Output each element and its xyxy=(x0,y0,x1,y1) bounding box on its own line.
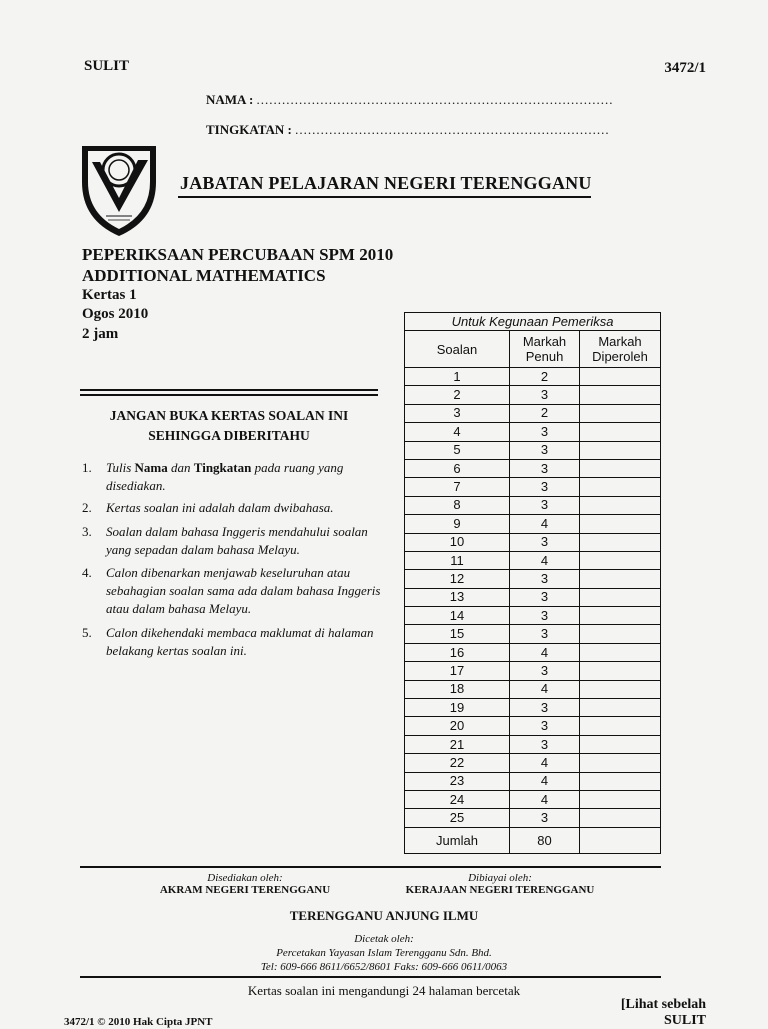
marks-obtained-cell[interactable] xyxy=(580,533,661,551)
marks-obtained-cell[interactable] xyxy=(580,570,661,588)
marks-obtained-cell[interactable] xyxy=(580,662,661,680)
marks-obtained-cell[interactable] xyxy=(580,717,661,735)
question-number: 7 xyxy=(405,478,510,496)
question-number: 9 xyxy=(405,515,510,533)
full-marks: 3 xyxy=(510,717,580,735)
table-row xyxy=(405,570,661,588)
question-number: 14 xyxy=(405,607,510,625)
header-full-marks: Markah Penuh xyxy=(510,331,580,368)
marks-obtained-cell[interactable] xyxy=(580,809,661,827)
full-marks: 3 xyxy=(510,607,580,625)
class-dotted-line: .......................................................................... xyxy=(295,122,610,137)
name-field xyxy=(206,92,614,108)
motto: TERENGGANU ANJUNG ILMU xyxy=(289,908,479,923)
marks-obtained-cell[interactable] xyxy=(580,386,661,404)
prepared-by-label: Disediakan oleh: xyxy=(207,872,283,884)
funded-by-value: KERAJAAN NEGERI TERENGGANU xyxy=(405,884,595,896)
marks-obtained-cell[interactable] xyxy=(580,551,661,569)
warning-line-1: JANGAN BUKA KERTAS SOALAN INI xyxy=(109,408,349,423)
exam-title: PEPERIKSAAN PERCUBAAN SPM 2010 xyxy=(82,245,394,264)
marks-obtained-cell[interactable] xyxy=(580,441,661,459)
warning-line-2: SEHINGGA DIBERITAHU xyxy=(148,428,310,443)
examiner-marks-table xyxy=(404,312,661,854)
marks-obtained-cell[interactable] xyxy=(580,459,661,477)
marks-obtained-cell[interactable] xyxy=(580,680,661,698)
marks-obtained-cell[interactable] xyxy=(580,588,661,606)
question-number: 13 xyxy=(405,588,510,606)
table-row xyxy=(405,588,661,606)
instruction-2 xyxy=(82,499,382,517)
department-name: JABATAN PELAJARAN NEGERI TERENGGANU xyxy=(180,173,592,193)
full-marks: 3 xyxy=(510,735,580,753)
full-marks: 3 xyxy=(510,570,580,588)
instruction-text-bold: Tingkatan xyxy=(193,460,252,475)
full-marks: 3 xyxy=(510,423,580,441)
department-logo xyxy=(78,142,160,238)
printer-contact: Tel: 609-666 8611/6652/8601 Faks: 609-666 0611/0063 xyxy=(260,961,508,973)
full-marks: 3 xyxy=(510,699,580,717)
full-marks: 3 xyxy=(510,588,580,606)
table-row xyxy=(405,625,661,643)
instruction-3 xyxy=(82,523,382,559)
full-marks: 3 xyxy=(510,459,580,477)
prepared-by-block xyxy=(130,872,360,896)
instruction-text: Calon dikehendaki membaca maklumat di halaman belakang kertas soalan ini. xyxy=(106,625,374,658)
full-marks: 3 xyxy=(510,809,580,827)
marks-obtained-cell[interactable] xyxy=(580,790,661,808)
table-row xyxy=(405,662,661,680)
table-row xyxy=(405,533,661,551)
prepared-by-value: AKRAM NEGERI TERENGGANU xyxy=(159,884,331,896)
table-row xyxy=(405,790,661,808)
question-number: 18 xyxy=(405,680,510,698)
instruction-number: 5. xyxy=(82,625,92,640)
table-row xyxy=(405,735,661,753)
table-row xyxy=(405,515,661,533)
classification-bottom: SULIT xyxy=(663,1013,706,1028)
full-marks: 4 xyxy=(510,551,580,569)
full-marks: 3 xyxy=(510,496,580,514)
question-number: 12 xyxy=(405,570,510,588)
question-number: 23 xyxy=(405,772,510,790)
table-header-row xyxy=(405,331,661,368)
full-marks: 2 xyxy=(510,404,580,422)
question-number: 11 xyxy=(405,551,510,569)
question-number: 15 xyxy=(405,625,510,643)
full-marks: 4 xyxy=(510,515,580,533)
table-row xyxy=(405,478,661,496)
funded-by-block xyxy=(380,872,620,896)
question-number: 2 xyxy=(405,386,510,404)
question-number: 6 xyxy=(405,459,510,477)
instruction-text: Calon dibenarkan menjawab keseluruhan atau sebahagian soalan sama ada dalam bahasa Inggeris atau dalam bahasa Melayu. xyxy=(106,565,381,616)
instruction-number: 1. xyxy=(82,460,92,475)
instruction-text: Kertas soalan ini adalah dalam dwibahasa. xyxy=(106,500,334,515)
table-row xyxy=(405,717,661,735)
paper-code: 3472/1 xyxy=(664,60,706,76)
exam-date: Ogos 2010 xyxy=(82,306,149,322)
full-marks: 4 xyxy=(510,772,580,790)
page-count-note: Kertas soalan ini mengandungi 24 halaman bercetak xyxy=(247,983,521,998)
table-row xyxy=(405,404,661,422)
total-obtained-cell[interactable] xyxy=(580,827,661,853)
question-number: 8 xyxy=(405,496,510,514)
marks-obtained-cell[interactable] xyxy=(580,515,661,533)
exam-paper: Kertas 1 xyxy=(82,287,137,303)
instruction-text: pada ruang yang disediakan. xyxy=(106,460,344,493)
full-marks: 3 xyxy=(510,441,580,459)
question-number: 22 xyxy=(405,754,510,772)
table-row xyxy=(405,459,661,477)
marks-obtained-cell[interactable] xyxy=(580,625,661,643)
marks-obtained-cell[interactable] xyxy=(580,478,661,496)
table-caption: Untuk Kegunaan Pemeriksa xyxy=(405,313,661,331)
funded-by-label: Dibiayai oleh: xyxy=(468,872,532,884)
bottom-paper-code: 3472/1 © 2010 Hak Cipta JPNT xyxy=(64,1016,213,1028)
full-marks: 4 xyxy=(510,643,580,661)
table-row xyxy=(405,772,661,790)
full-marks: 4 xyxy=(510,680,580,698)
exam-duration: 2 jam xyxy=(82,326,119,342)
marks-obtained-cell[interactable] xyxy=(580,699,661,717)
table-row xyxy=(405,754,661,772)
divider-top xyxy=(80,389,378,391)
question-number: 16 xyxy=(405,643,510,661)
header-question: Soalan xyxy=(405,331,510,368)
marks-obtained-cell[interactable] xyxy=(580,368,661,386)
class-field xyxy=(206,122,610,138)
total-row xyxy=(405,827,661,853)
marks-obtained-cell[interactable] xyxy=(580,754,661,772)
name-dotted-line: .................................................................................... xyxy=(256,92,614,107)
instruction-number: 4. xyxy=(82,565,92,580)
header-marks-obtained: Markah Diperoleh xyxy=(580,331,661,368)
question-number: 25 xyxy=(405,809,510,827)
marks-obtained-cell[interactable] xyxy=(580,772,661,790)
table-row xyxy=(405,386,661,404)
full-marks: 3 xyxy=(510,386,580,404)
department-underline xyxy=(178,196,591,198)
name-label: NAMA : xyxy=(206,92,254,107)
marks-obtained-cell[interactable] xyxy=(580,404,661,422)
full-marks: 4 xyxy=(510,790,580,808)
instruction-text: Tulis xyxy=(106,460,135,475)
printer-name: Percetakan Yayasan Islam Terengganu Sdn. Bhd. xyxy=(276,947,492,959)
table-row xyxy=(405,643,661,661)
marks-obtained-cell[interactable] xyxy=(580,423,661,441)
table-caption-row xyxy=(405,313,661,331)
classification-label: SULIT xyxy=(84,58,130,74)
printed-by-label: Dicetak oleh: xyxy=(354,933,414,945)
table-row xyxy=(405,423,661,441)
warning-notice xyxy=(80,406,378,446)
question-number: 5 xyxy=(405,441,510,459)
table-row xyxy=(405,699,661,717)
class-label: TINGKATAN : xyxy=(206,122,292,137)
table-row xyxy=(405,680,661,698)
instruction-number: 2. xyxy=(82,500,92,515)
full-marks: 3 xyxy=(510,625,580,643)
table-row xyxy=(405,496,661,514)
full-marks: 3 xyxy=(510,533,580,551)
footer-rule-2 xyxy=(80,976,661,978)
full-marks: 2 xyxy=(510,368,580,386)
instruction-5 xyxy=(82,624,382,660)
marks-obtained-cell[interactable] xyxy=(580,735,661,753)
divider-bottom xyxy=(80,394,378,396)
instruction-text: Soalan dalam bahasa Inggeris mendahului soalan yang sepadan dalam bahasa Melayu. xyxy=(106,524,368,557)
table-row xyxy=(405,809,661,827)
instruction-4 xyxy=(82,564,382,618)
question-number: 4 xyxy=(405,423,510,441)
marks-obtained-cell[interactable] xyxy=(580,643,661,661)
table-row xyxy=(405,441,661,459)
instruction-1 xyxy=(82,459,382,495)
full-marks: 3 xyxy=(510,662,580,680)
question-number: 10 xyxy=(405,533,510,551)
question-number: 20 xyxy=(405,717,510,735)
instruction-number: 3. xyxy=(82,524,92,539)
table-row xyxy=(405,607,661,625)
total-label: Jumlah xyxy=(405,827,510,853)
question-number: 19 xyxy=(405,699,510,717)
marks-obtained-cell[interactable] xyxy=(580,607,661,625)
question-number: 21 xyxy=(405,735,510,753)
exam-subject: ADDITIONAL MATHEMATICS xyxy=(82,266,326,285)
instruction-text-bold: Nama xyxy=(134,460,168,475)
table-row xyxy=(405,368,661,386)
full-marks: 4 xyxy=(510,754,580,772)
marks-obtained-cell[interactable] xyxy=(580,496,661,514)
full-marks: 3 xyxy=(510,478,580,496)
see-next-page: [Lihat sebelah xyxy=(620,997,706,1012)
total-value: 80 xyxy=(510,827,580,853)
question-number: 24 xyxy=(405,790,510,808)
question-number: 1 xyxy=(405,368,510,386)
question-number: 3 xyxy=(405,404,510,422)
instruction-text: dan xyxy=(167,460,194,475)
question-number: 17 xyxy=(405,662,510,680)
footer-rule xyxy=(80,866,661,868)
table-row xyxy=(405,551,661,569)
